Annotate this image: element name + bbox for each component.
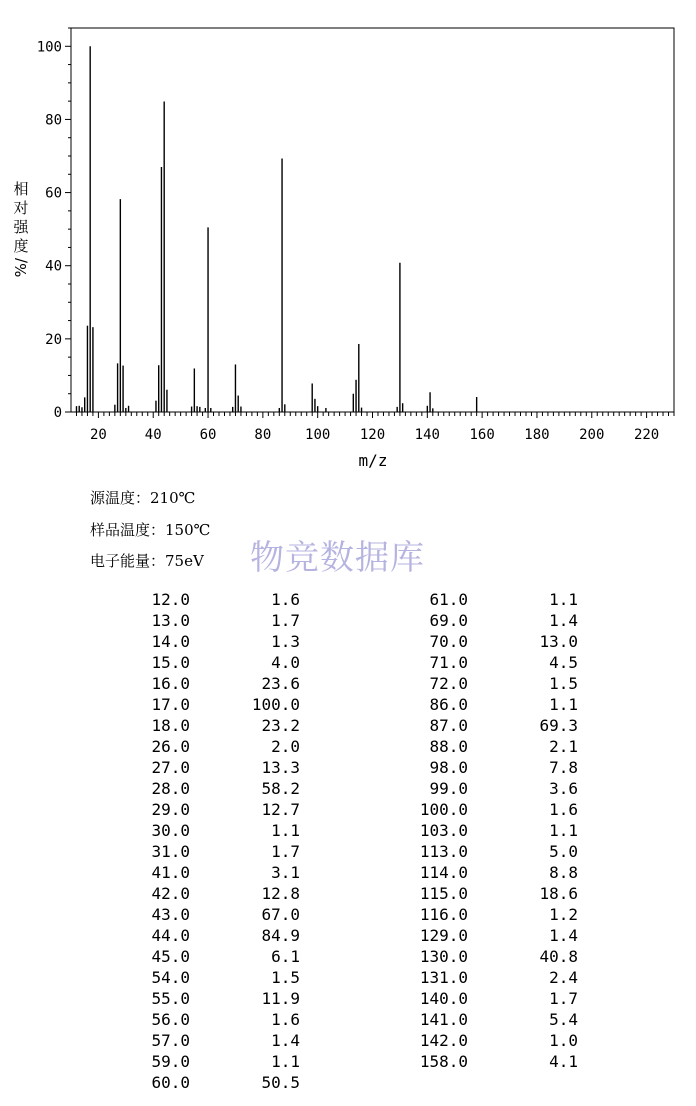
intensity-value: 1.0 (549, 1031, 578, 1050)
table-row (358, 757, 578, 778)
x-tick-label: 180 (524, 427, 550, 443)
mz-value: 16.0 (151, 674, 190, 693)
mz-value: 98.0 (429, 758, 468, 777)
mz-value: 13.0 (151, 611, 190, 630)
intensity-value: 13.0 (539, 632, 578, 651)
y-axis (37, 28, 71, 421)
intensity-value: 4.5 (549, 653, 578, 672)
table-row (90, 904, 300, 925)
table-row (90, 988, 300, 1009)
y-tick-label: 60 (45, 185, 62, 202)
table-row (358, 1009, 578, 1030)
mz-value: 14.0 (151, 632, 190, 651)
intensity-value: 1.6 (549, 800, 578, 819)
mz-value: 57.0 (151, 1031, 190, 1050)
table-row (90, 778, 300, 799)
mz-value: 18.0 (151, 716, 190, 735)
table-row (90, 820, 300, 841)
table-row (90, 946, 300, 967)
table-row (358, 694, 578, 715)
intensity-value: 4.0 (271, 653, 300, 672)
intensity-value: 69.3 (539, 716, 578, 735)
y-tick-label: 40 (45, 258, 62, 275)
intensity-value: 18.6 (539, 884, 578, 903)
mz-value: 56.0 (151, 1010, 190, 1029)
y-tick-label: 100 (36, 39, 62, 56)
y-axis-label-char: 相 (13, 180, 29, 198)
electron-energy: 电子能量：75eV (90, 552, 204, 570)
intensity-value: 11.9 (261, 989, 300, 1008)
table-row (90, 967, 300, 988)
table-row (90, 610, 300, 631)
intensity-value: 1.4 (549, 926, 578, 945)
mz-value: 114.0 (419, 863, 468, 882)
table-row (358, 799, 578, 820)
mz-value: 54.0 (151, 968, 190, 987)
intensity-value: 1.1 (271, 821, 300, 840)
table-row (358, 988, 578, 1009)
mz-value: 41.0 (151, 863, 190, 882)
intensity-value: 2.4 (549, 968, 578, 987)
table-row (90, 799, 300, 820)
mz-value: 131.0 (419, 968, 468, 987)
intensity-value: 1.7 (549, 989, 578, 1008)
x-axis-label: m/z (358, 451, 388, 470)
mz-value: 71.0 (429, 653, 468, 672)
intensity-value: 1.1 (549, 695, 578, 714)
table-row (358, 1030, 578, 1051)
table-row (90, 925, 300, 946)
mz-value: 130.0 (419, 947, 468, 966)
peak-table-right (358, 589, 578, 1072)
mz-value: 87.0 (429, 716, 468, 735)
intensity-value: 1.3 (271, 632, 300, 651)
intensity-value: 7.8 (549, 758, 578, 777)
intensity-value: 1.5 (549, 674, 578, 693)
table-row (358, 904, 578, 925)
mz-value: 29.0 (151, 800, 190, 819)
intensity-value: 100.0 (251, 695, 300, 714)
x-tick-label: 140 (414, 427, 440, 443)
mz-value: 70.0 (429, 632, 468, 651)
table-row (90, 715, 300, 736)
peak-bars (76, 46, 476, 412)
intensity-value: 1.7 (271, 611, 300, 630)
mz-value: 142.0 (419, 1031, 468, 1050)
x-tick-label: 100 (305, 427, 331, 443)
mz-value: 15.0 (151, 653, 190, 672)
table-row (90, 673, 300, 694)
table-row (358, 673, 578, 694)
mz-value: 158.0 (419, 1052, 468, 1071)
intensity-value: 50.5 (261, 1073, 300, 1092)
intensity-value: 58.2 (261, 779, 300, 798)
mz-value: 103.0 (419, 821, 468, 840)
x-tick-label: 200 (579, 427, 605, 443)
intensity-value: 4.1 (549, 1052, 578, 1071)
intensity-value: 1.1 (549, 590, 578, 609)
mz-value: 55.0 (151, 989, 190, 1008)
y-tick-label: 0 (53, 405, 62, 421)
intensity-value: 40.8 (539, 947, 578, 966)
x-tick-label: 120 (359, 427, 386, 443)
mz-value: 88.0 (429, 737, 468, 756)
mz-value: 45.0 (151, 947, 190, 966)
table-row (358, 946, 578, 967)
intensity-value: 1.5 (271, 968, 300, 987)
table-row (90, 694, 300, 715)
table-row (90, 883, 300, 904)
intensity-value: 12.7 (261, 800, 300, 819)
y-axis-label-char: 对 (13, 199, 29, 217)
intensity-value: 6.1 (271, 947, 300, 966)
table-row (358, 652, 578, 673)
mz-value: 59.0 (151, 1052, 190, 1071)
table-row (90, 1051, 300, 1072)
mz-value: 42.0 (151, 884, 190, 903)
intensity-value: 84.9 (261, 926, 300, 945)
watermark: 物竞数据库 (250, 538, 425, 578)
y-axis-label-char: %/ (11, 258, 30, 278)
y-axis-label-char: 强 (13, 218, 29, 236)
intensity-value: 1.1 (549, 821, 578, 840)
mz-value: 100.0 (419, 800, 468, 819)
intensity-value: 1.1 (271, 1052, 300, 1071)
mz-value: 129.0 (419, 926, 468, 945)
intensity-value: 1.6 (271, 1010, 300, 1029)
table-row (90, 736, 300, 757)
mz-value: 27.0 (151, 758, 190, 777)
mz-value: 28.0 (151, 779, 190, 798)
intensity-value: 2.1 (549, 737, 578, 756)
table-row (358, 820, 578, 841)
mz-value: 30.0 (151, 821, 190, 840)
x-tick-label: 60 (199, 427, 217, 443)
intensity-value: 5.0 (549, 842, 578, 861)
table-row (358, 1051, 578, 1072)
mass-spectrum-chart (0, 0, 696, 480)
table-row (90, 1009, 300, 1030)
mz-value: 99.0 (429, 779, 468, 798)
intensity-value: 3.6 (549, 779, 578, 798)
peak-table-left (90, 589, 300, 1093)
mz-value: 17.0 (151, 695, 190, 714)
y-tick-label: 20 (45, 331, 62, 348)
mz-value: 26.0 (151, 737, 190, 756)
mz-value: 113.0 (419, 842, 468, 861)
table-row (358, 862, 578, 883)
intensity-value: 23.6 (261, 674, 300, 693)
mz-value: 44.0 (151, 926, 190, 945)
mz-value: 86.0 (429, 695, 468, 714)
mz-value: 69.0 (429, 611, 468, 630)
sample-temperature: 样品温度：150℃ (90, 521, 211, 539)
x-tick-label: 80 (254, 427, 272, 443)
intensity-value: 67.0 (261, 905, 300, 924)
intensity-value: 1.2 (549, 905, 578, 924)
y-axis-label (10, 180, 32, 282)
table-row (358, 610, 578, 631)
source-temperature: 源温度：210℃ (90, 489, 196, 507)
intensity-value: 1.6 (271, 590, 300, 609)
intensity-value: 8.8 (549, 863, 578, 882)
x-tick-label: 20 (89, 427, 107, 443)
intensity-value: 1.4 (271, 1031, 300, 1050)
intensity-value: 1.7 (271, 842, 300, 861)
table-row (90, 841, 300, 862)
y-tick-label: 80 (45, 112, 62, 129)
intensity-value: 12.8 (261, 884, 300, 903)
mz-value: 141.0 (419, 1010, 468, 1029)
table-row (358, 925, 578, 946)
y-axis-label-char: 度 (13, 237, 29, 255)
table-row (90, 757, 300, 778)
table-row (90, 862, 300, 883)
x-tick-label: 220 (633, 427, 660, 443)
mz-value: 60.0 (151, 1073, 190, 1092)
table-row (358, 967, 578, 988)
table-row (90, 652, 300, 673)
table-row (358, 589, 578, 610)
table-row (90, 1072, 300, 1093)
table-row (358, 736, 578, 757)
mz-value: 12.0 (151, 590, 190, 609)
intensity-value: 5.4 (549, 1010, 578, 1029)
intensity-value: 3.1 (271, 863, 300, 882)
mz-value: 115.0 (419, 884, 468, 903)
table-row (358, 883, 578, 904)
table-row (90, 589, 300, 610)
intensity-value: 23.2 (261, 716, 300, 735)
table-row (90, 1030, 300, 1051)
mz-value: 61.0 (429, 590, 468, 609)
mz-value: 140.0 (419, 989, 468, 1008)
mz-value: 43.0 (151, 905, 190, 924)
mz-value: 72.0 (429, 674, 468, 693)
table-row (358, 841, 578, 862)
table-row (90, 631, 300, 652)
x-axis (76, 412, 674, 443)
intensity-value: 2.0 (271, 737, 300, 756)
mz-value: 116.0 (419, 905, 468, 924)
intensity-value: 13.3 (261, 758, 300, 777)
intensity-value: 1.4 (549, 611, 578, 630)
table-row (358, 715, 578, 736)
table-row (358, 631, 578, 652)
x-tick-label: 160 (469, 427, 495, 443)
mz-value: 31.0 (151, 842, 190, 861)
table-row (358, 778, 578, 799)
x-tick-label: 40 (144, 427, 162, 443)
